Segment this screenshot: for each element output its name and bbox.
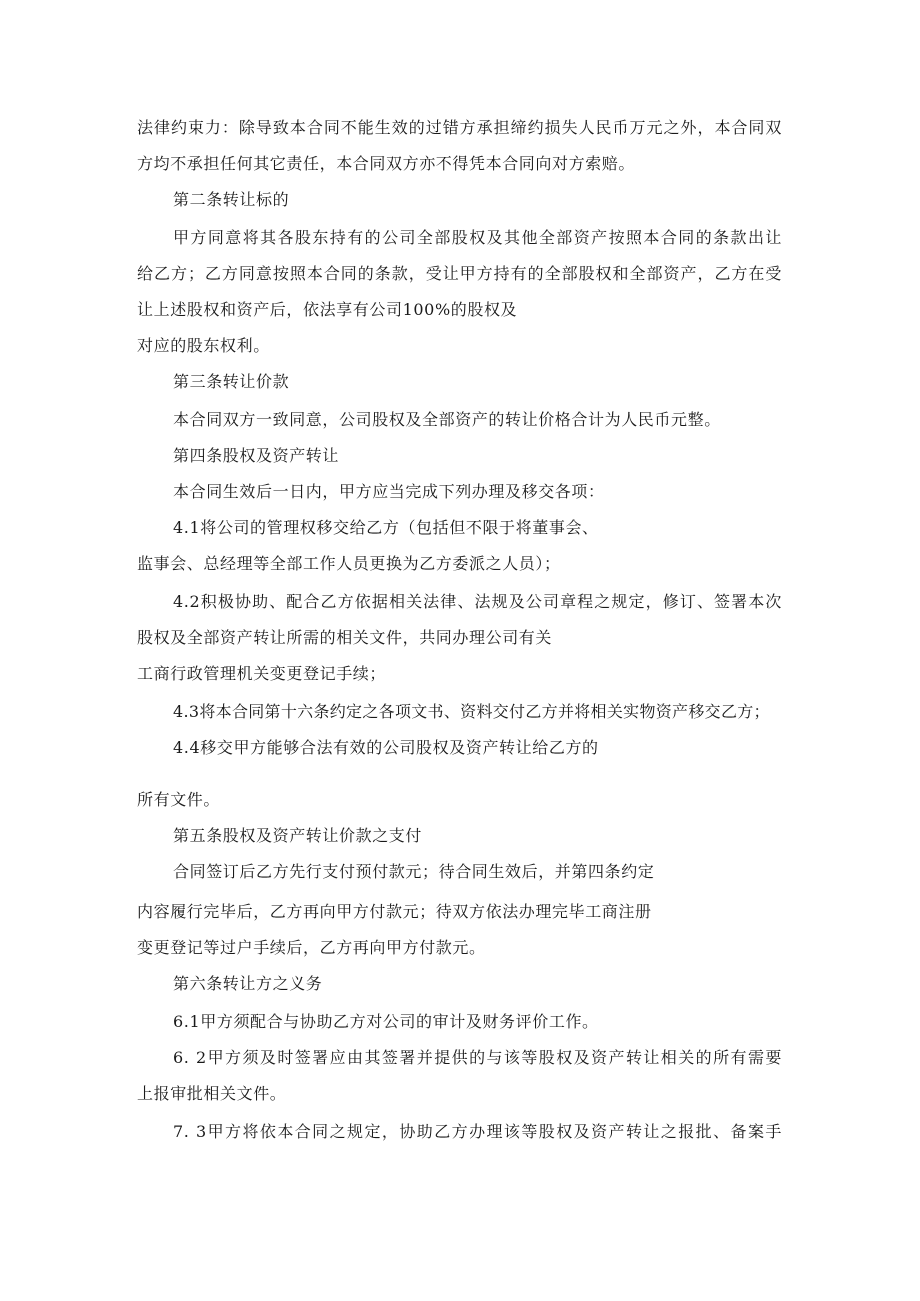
paragraph-line: 法律约束力：除导致本合同不能生效的过错方承担缔约损失人民币万元之外，本合同双 xyxy=(137,118,782,137)
paragraph-line: 方均不承担任何其它责任，本合同双方亦不得凭本合同向对方索赔。 xyxy=(137,154,636,173)
section-heading: 第五条股权及资产转让价款之支付 xyxy=(173,826,423,845)
section-heading: 第三条转让价款 xyxy=(173,372,290,391)
paragraph-line: 给乙方；乙方同意按照本合同的条款，受让甲方持有的全部股权和全部资产，乙方在受 xyxy=(137,264,782,283)
paragraph-line: 股权及全部资产转让所需的相关文件，共同办理公司有关 xyxy=(137,628,553,647)
paragraph-line: 对应的股东权利。 xyxy=(137,336,270,355)
paragraph-line: 合同签订后乙方先行支付预付款元；待合同生效后，并第四条约定 xyxy=(173,862,655,881)
paragraph-line: 甲方同意将其各股东持有的公司全部股权及其他全部资产按照本合同的条款出让 xyxy=(173,228,782,247)
paragraph-line: 本合同生效后一日内，甲方应当完成下列办理及移交各项： xyxy=(173,482,605,501)
paragraph-line: 让上述股权和资产后，依法享有公司100%的股权及 xyxy=(137,300,518,319)
paragraph-line: 工商行政管理机关变更登记手续； xyxy=(137,664,387,683)
section-heading: 第二条转让标的 xyxy=(173,190,290,209)
paragraph-line: 7. 3甲方将依本合同之规定，协助乙方办理该等股权及资产转让之报批、备案手 xyxy=(173,1122,782,1141)
paragraph-line: 4.4移交甲方能够合法有效的公司股权及资产转让给乙方的 xyxy=(173,738,599,757)
paragraph-line: 6.1甲方须配合与协助乙方对公司的审计及财务评价工作。 xyxy=(173,1012,599,1031)
paragraph-line: 4.2积极协助、配合乙方依据相关法律、法规及公司章程之规定，修订、签署本次 xyxy=(173,592,782,611)
paragraph-line: 所有文件。 xyxy=(137,790,221,809)
paragraph-line: 4.1将公司的管理权移交给乙方（包括但不限于将董事会、 xyxy=(173,518,599,537)
paragraph-line: 监事会、总经理等全部工作人员更换为乙方委派之人员）； xyxy=(137,554,561,573)
paragraph-line: 4.3将本合同第十六条约定之各项文书、资料交付乙方并将相关实物资产移交乙方； xyxy=(173,702,770,721)
section-heading: 第六条转让方之义务 xyxy=(173,974,323,993)
section-heading: 第四条股权及资产转让 xyxy=(173,446,340,465)
paragraph-line: 内容履行完毕后，乙方再向甲方付款元；待双方依法办理完毕工商注册 xyxy=(137,902,652,921)
paragraph-line: 6. 2甲方须及时签署应由其签署并提供的与该等股权及资产转让相关的所有需要 xyxy=(173,1048,782,1067)
paragraph-line: 变更登记等过户手续后，乙方再向甲方付款元。 xyxy=(137,938,486,957)
paragraph-line: 上报审批相关文件。 xyxy=(137,1084,287,1103)
paragraph-line: 本合同双方一致同意，公司股权及全部资产的转让价格合计为人民币元整。 xyxy=(173,410,721,429)
